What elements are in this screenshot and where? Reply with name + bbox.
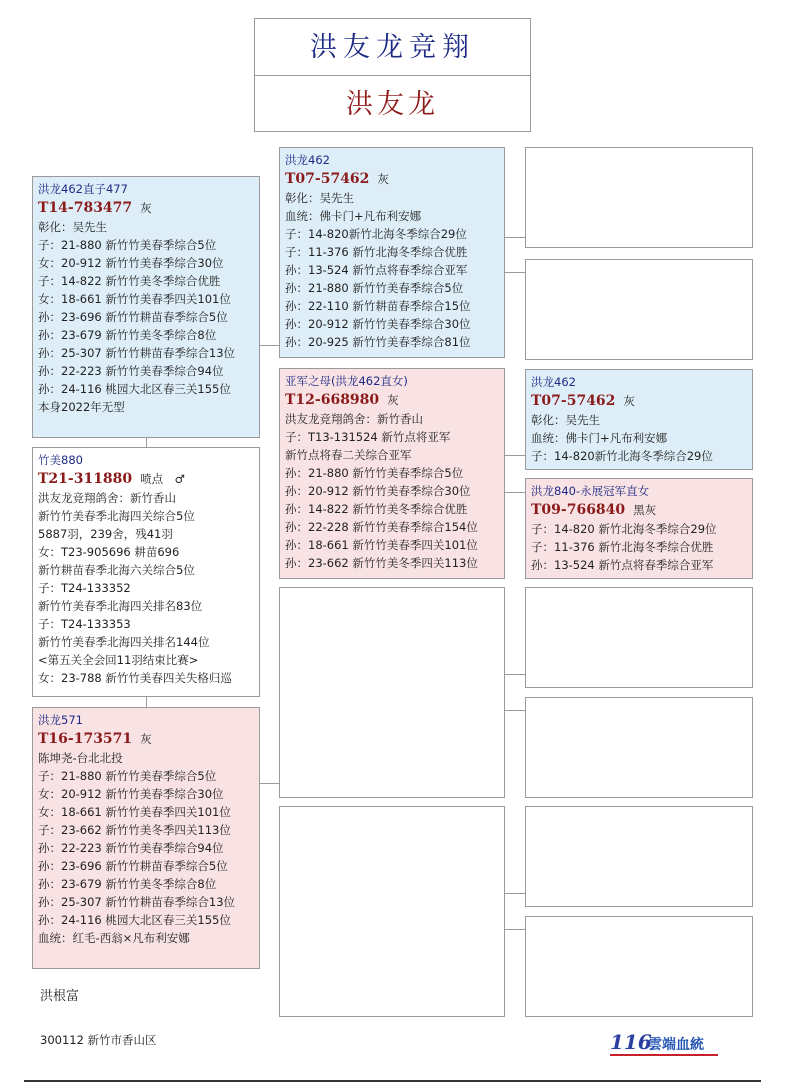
sire-sire-lines — [285, 189, 499, 351]
record-line: 子：14-820新竹北海冬季综合29位 — [531, 449, 713, 463]
record-line: 孙：24-116 桃园大北区春三关155位 — [38, 913, 231, 927]
record-line: 女：23-788 新竹竹美春四关失格归巡 — [38, 671, 232, 685]
record-line: 血统：红毛-西翁×凡布利安娜 — [38, 931, 190, 945]
record-line: 子：14-820 新竹北海冬季综合29位 — [531, 522, 717, 536]
record-line: 子：21-880 新竹竹美春季综合5位 — [38, 238, 217, 252]
record-line: 女：T23-905696 耕苗696 — [38, 545, 180, 559]
record-line: 孙：24-116 桃园大北区春三关155位 — [38, 382, 231, 396]
connector — [505, 929, 525, 930]
record-line: 孙：23-679 新竹竹美冬季综合8位 — [38, 328, 217, 342]
record-line: 女：20-912 新竹竹美春季综合30位 — [38, 256, 224, 270]
logo-number: 116 — [610, 1030, 652, 1054]
record-line: 孙：20-912 新竹竹美春季综合30位 — [285, 484, 471, 498]
record-line: 孙：23-679 新竹竹美冬季综合8位 — [38, 877, 217, 891]
record-line: 新竹点将春二关综合亚军 — [285, 448, 412, 462]
record-line: 子：11-376 新竹北海冬季综合优胜 — [531, 540, 714, 554]
sd-dam-lines — [531, 520, 747, 574]
sire-name: 洪龙462直子477 — [38, 182, 128, 196]
sire-dam-lines — [285, 410, 499, 572]
connector — [146, 697, 147, 707]
connector — [505, 674, 525, 675]
record-line: 血统：佛卡门+凡布利安娜 — [285, 209, 422, 223]
record-line: 孙：21-880 新竹竹美春季综合5位 — [285, 281, 464, 295]
dam-card — [32, 707, 260, 969]
sd-dam-name: 洪龙840-永展冠军直女 — [531, 484, 650, 498]
record-line: 彰化：吴先生 — [531, 413, 600, 427]
record-line: 孙：22-223 新竹竹美春季综合94位 — [38, 364, 224, 378]
sd-sire-name: 洪龙462 — [531, 375, 576, 389]
record-line: 子：T24-133353 — [38, 617, 131, 631]
record-line: 陈坤尧-台北北投 — [38, 751, 123, 765]
record-line: 新竹耕苗春季北海六关综合5位 — [38, 563, 195, 577]
logo-underline — [610, 1054, 718, 1056]
connector — [505, 272, 525, 273]
dam-ring: T16-173571 灰 — [38, 731, 152, 747]
connector — [260, 345, 279, 346]
record-line: 子：T24-133352 — [38, 581, 131, 595]
record-line: 孙：21-880 新竹竹美春季综合5位 — [285, 466, 464, 480]
record-line: <第五关全会回11羽结束比赛> — [38, 653, 199, 667]
breeder-address: 300112 新竹市香山区 — [40, 1033, 157, 1047]
sire-sire-card — [279, 147, 505, 358]
connector — [505, 893, 525, 894]
subject-ring: T21-311880 喷点 ♂ — [38, 471, 185, 487]
record-line: 孙：13-524 新竹点将春季综合亚军 — [531, 558, 714, 572]
sire-ring: T14-783477 灰 — [38, 200, 152, 216]
gen3-card-1 — [525, 147, 753, 248]
logo-text: 雲端血統 — [648, 1037, 704, 1053]
dam-name: 洪龙571 — [38, 713, 83, 727]
connector — [146, 438, 147, 447]
record-line: 子：T13-131524 新竹点将亚军 — [285, 430, 451, 444]
title-box — [254, 18, 531, 132]
sire-sire-name: 洪龙462 — [285, 153, 330, 167]
record-line: 子：21-880 新竹竹美春季综合5位 — [38, 769, 217, 783]
sire-dam-name: 亚军之母(洪龙462直女) — [285, 374, 408, 388]
sire-lines — [38, 218, 254, 416]
record-line: 新竹竹美春季北海四关排名144位 — [38, 635, 210, 649]
dam-sire-card — [279, 587, 505, 798]
record-line: 孙：18-661 新竹竹美春季四关101位 — [285, 538, 478, 552]
gen3-card-5 — [525, 587, 753, 688]
record-line: 新竹竹美春季北海四关综合5位 — [38, 509, 195, 523]
loft-title: 洪友龙竞翔 — [255, 19, 530, 76]
sd-sire-ring: T07-57462 灰 — [531, 393, 635, 409]
bottom-rule — [24, 1080, 761, 1082]
sire-dam-card — [279, 368, 505, 579]
sire-card — [32, 176, 260, 438]
record-line: 孙：23-662 新竹竹美冬季四关113位 — [285, 556, 478, 570]
record-line: 女：18-661 新竹竹美春季四关101位 — [38, 805, 231, 819]
gen3-card-2 — [525, 259, 753, 360]
record-line: 本身2022年无型 — [38, 400, 125, 414]
sire-dam-ring: T12-668980 灰 — [285, 392, 399, 408]
connector — [260, 783, 279, 784]
record-line: 子：11-376 新竹北海冬季综合优胜 — [285, 245, 468, 259]
record-line: 孙：22-228 新竹竹美春季综合154位 — [285, 520, 478, 534]
record-line: 女：20-912 新竹竹美春季综合30位 — [38, 787, 224, 801]
connector — [505, 455, 525, 456]
record-line: 孙：14-822 新竹竹美冬季综合优胜 — [285, 502, 468, 516]
logo — [610, 1030, 725, 1054]
record-line: 洪友龙竞翔鸽舍：新竹香山 — [285, 412, 423, 426]
record-line: 彰化：吴先生 — [38, 220, 107, 234]
record-line: 女：18-661 新竹竹美春季四关101位 — [38, 292, 231, 306]
owner-title: 洪友龙 — [346, 89, 439, 120]
record-line: 子：14-822 新竹竹美冬季综合优胜 — [38, 274, 221, 288]
record-line: 孙：25-307 新竹竹耕苗春季综合13位 — [38, 346, 236, 360]
connector — [505, 710, 525, 711]
record-line: 新竹竹美春季北海四关排名83位 — [38, 599, 203, 613]
record-line: 孙：23-696 新竹竹耕苗春季综合5位 — [38, 859, 228, 873]
record-line: 5887羽，239舍，残41羽 — [38, 527, 173, 541]
gen3-card-6 — [525, 697, 753, 798]
sd-sire-lines — [531, 411, 747, 465]
record-line: 孙：13-524 新竹点将春季综合亚军 — [285, 263, 468, 277]
gen3-card-7 — [525, 806, 753, 907]
record-line: 子：23-662 新竹竹美冬季四关113位 — [38, 823, 231, 837]
subject-card — [32, 447, 260, 697]
dam-lines — [38, 749, 254, 947]
breeder-name: 洪根富 — [40, 989, 80, 1004]
record-line: 血统：佛卡门+凡布利安娜 — [531, 431, 668, 445]
subject-name: 竹美880 — [38, 453, 83, 467]
subject-lines — [38, 489, 254, 687]
record-line: 彰化：吴先生 — [285, 191, 354, 205]
sd-dam-ring: T09-766840 黑灰 — [531, 502, 657, 518]
record-line: 子：14-820新竹北海冬季综合29位 — [285, 227, 467, 241]
record-line: 孙：22-110 新竹耕苗春季综合15位 — [285, 299, 471, 313]
record-line: 孙：22-223 新竹竹美春季综合94位 — [38, 841, 224, 855]
record-line: 孙：23-696 新竹竹耕苗春季综合5位 — [38, 310, 228, 324]
record-line: 孙：20-925 新竹竹美春季综合81位 — [285, 335, 471, 349]
connector — [505, 237, 525, 238]
dam-dam-card — [279, 806, 505, 1017]
record-line: 孙：25-307 新竹竹耕苗春季综合13位 — [38, 895, 236, 909]
record-line: 孙：20-912 新竹竹美春季综合30位 — [285, 317, 471, 331]
gen3-card-8 — [525, 916, 753, 1017]
sd-sire-card — [525, 369, 753, 470]
sire-sire-ring: T07-57462 灰 — [285, 171, 389, 187]
connector — [505, 492, 525, 493]
record-line: 洪友龙竞翔鸽舍：新竹香山 — [38, 491, 176, 505]
sd-dam-card — [525, 478, 753, 579]
